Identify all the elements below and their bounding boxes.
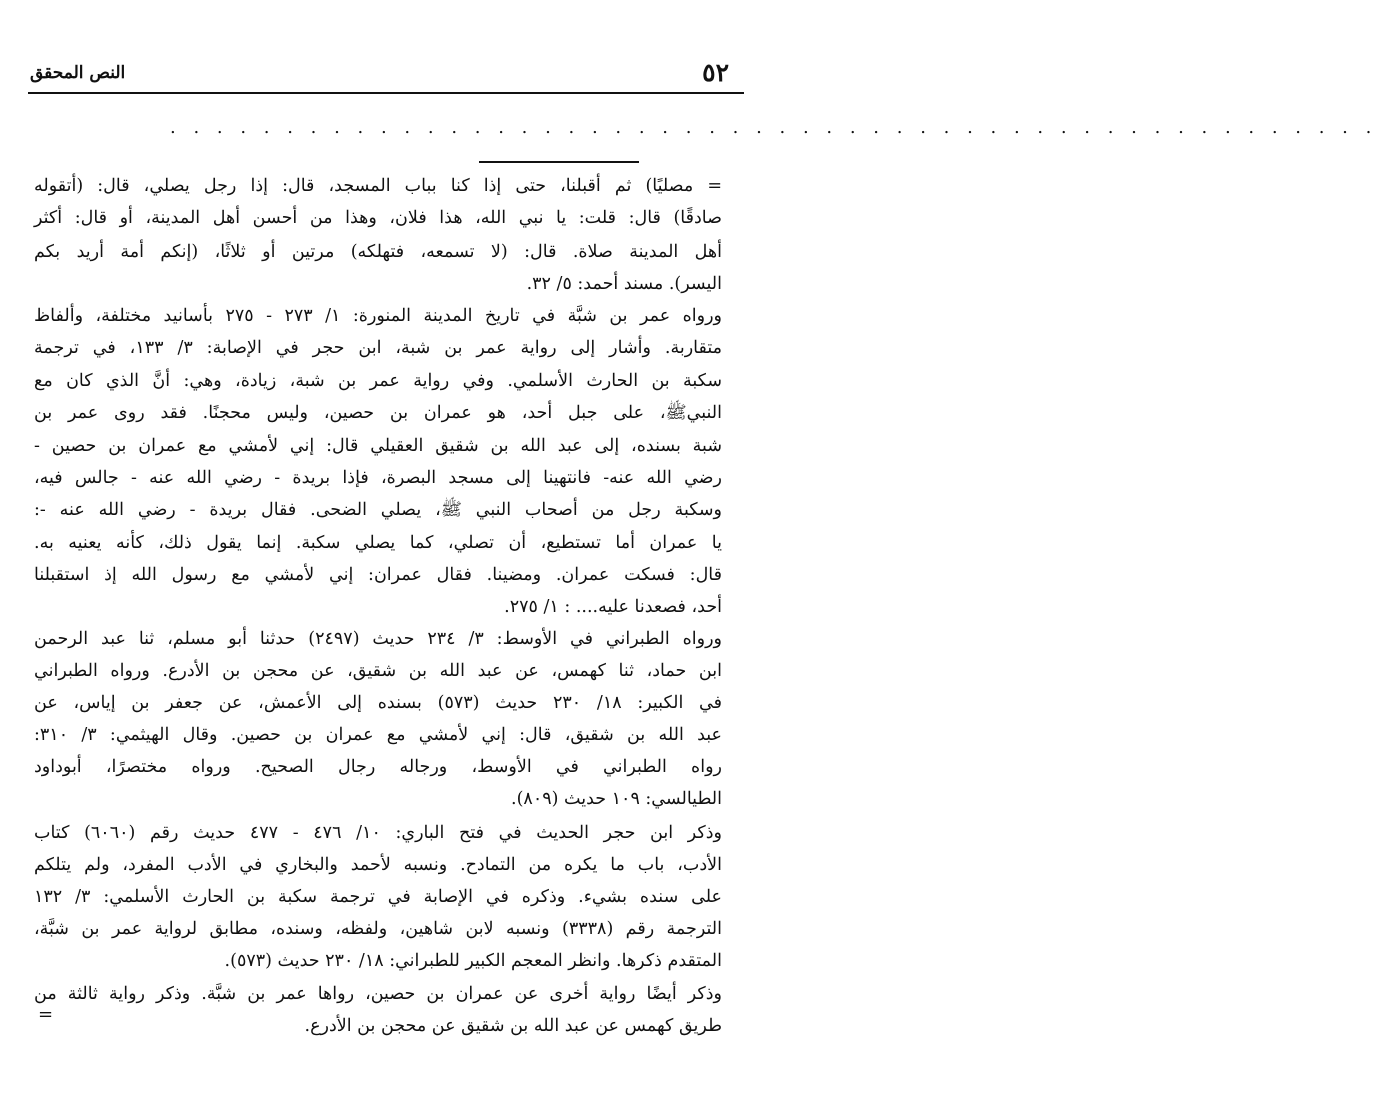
ellipsis-separator: . . . . . . . . . . . . . . . . . . . . . . . . . . . . . . . . . . . . . . . . . . . . . . . . . . . .: [170, 117, 1377, 138]
text-line: وسكبة رجل من أصحاب النبي ﷺ، يصلي الضحى. فقال بريدة - رضي الله عنه -:: [34, 500, 722, 520]
text-line: اليسر). مسند أحمد: ٥/ ٣٢.: [526, 274, 722, 294]
text-line: صادقًا) قال: قلت: يا نبي الله، هذا فلان، وهذا من أحسن أهل المدينة، أو قال: أكثر: [34, 208, 722, 228]
text-line: أحد، فصعدنا عليه.... : ١/ ٢٧٥.: [504, 597, 722, 617]
text-line: الأدب، باب ما يكره من التمادح. ونسبه لأحمد والبخاري في الأدب المفرد، ولم يتلكم: [34, 855, 722, 875]
header-rule: [28, 92, 744, 94]
text-line: رواه الطبراني في الأوسط، ورجاله رجال الصحيح. ورواه مختصرًا، أبوداود: [34, 757, 722, 777]
text-line: أهل المدينة صلاة. قال: (لا تسمعه، فتهلكه) مرتين أو ثلاثًا، (إنكم أمة أريد بكم: [34, 242, 722, 262]
text-line: وذكر أيضًا رواية أخرى عن عمران بن حصين، رواها عمر بن شبَّة. وذكر رواية ثالثة من: [34, 984, 722, 1004]
text-line: وذكر ابن حجر الحديث في فتح الباري: ١٠/ ٤٧٦ - ٤٧٧ حديث رقم (٦٠٦٠) كتاب: [34, 823, 722, 843]
text-line: على سنده بشيء. وذكره في الإصابة في ترجمة سكبة بن الحارث الأسلمي: ٣/ ١٣٢: [34, 887, 722, 907]
footnote-rule: [479, 161, 639, 163]
text-line: رضي الله عنه- فانتهينا إلى مسجد البصرة، فإذا بريدة - رضي الله عنه - جالس فيه،: [34, 468, 722, 488]
text-line: = مصليًا) ثم أقبلنا، حتى إذا كنا بباب المسجد، قال: إذا رجل يصلي، قال: (أتقوله: [34, 176, 722, 196]
continuation-mark: =: [38, 1004, 54, 1025]
text-line: الطيالسي: ١٠٩ حديث (٨٠٩).: [511, 789, 722, 809]
page-number: ٥٢: [702, 58, 729, 87]
text-line: المتقدم ذكرها. وانظر المعجم الكبير للطبراني: ١٨/ ٢٣٠ حديث (٥٧٣).: [224, 951, 722, 971]
text-line: قال: فسكت عمران. ومضينا. فقال عمران: إني لأمشي مع رسول الله إذ استقبلنا: [34, 565, 722, 585]
text-line: شبة بسنده، إلى عبد الله بن شقيق العقيلي قال: إني لأمشي مع عمران بن حصين -: [34, 436, 722, 456]
text-line: في الكبير: ١٨/ ٢٣٠ حديث (٥٧٣) بسنده إلى الأعمش، عن جعفر بن إياس، عن: [34, 693, 722, 713]
text-line: عبد الله بن شقيق، قال: إني لأمشي مع عمران بن حصين. وقال الهيثمي: ٣/ ٣١٠:: [34, 725, 722, 745]
text-line: متقاربة. وأشار إلى رواية عمر بن شبة، ابن حجر في الإصابة: ٣/ ١٣٣، في ترجمة: [34, 338, 722, 358]
running-head: النص المحقق: [30, 63, 126, 83]
text-line: ورواه عمر بن شبَّة في تاريخ المدينة المنورة: ١/ ٢٧٣ - ٢٧٥ بأسانيد مختلفة، وألفاظ: [34, 306, 722, 326]
text-line: ورواه الطبراني في الأوسط: ٣/ ٢٣٤ حديث (٢٤٩٧) حدثنا أبو مسلم، ثنا عبد الرحمن: [34, 629, 722, 649]
text-line: سكبة بن الحارث الأسلمي. وفي رواية عمر بن شبة، زيادة، وهي: أنَّ الذي كان مع: [34, 371, 722, 391]
text-line: يا عمران أما تستطيع، أن تصلي، كما يصلي سكبة. إنما يقول ذلك، كأنه يعنيه به.: [34, 533, 722, 553]
text-line: طريق كهمس عن عبد الله بن شقيق عن محجن بن الأدرع.: [304, 1016, 722, 1036]
text-line: ابن حماد، ثنا كهمس، عن عبد الله بن شقيق، عن محجن بن الأدرع. ورواه الطبراني: [34, 661, 722, 681]
text-line: الترجمة رقم (٣٣٣٨) ونسبه لابن شاهين، ولفظه، وسنده، مطابق لرواية عمر بن شبَّة،: [34, 919, 722, 939]
text-line: النبيﷺ، على جبل أحد، هو عمران بن حصين، وليس محجنًا. فقد روى عمر بن: [34, 403, 722, 423]
